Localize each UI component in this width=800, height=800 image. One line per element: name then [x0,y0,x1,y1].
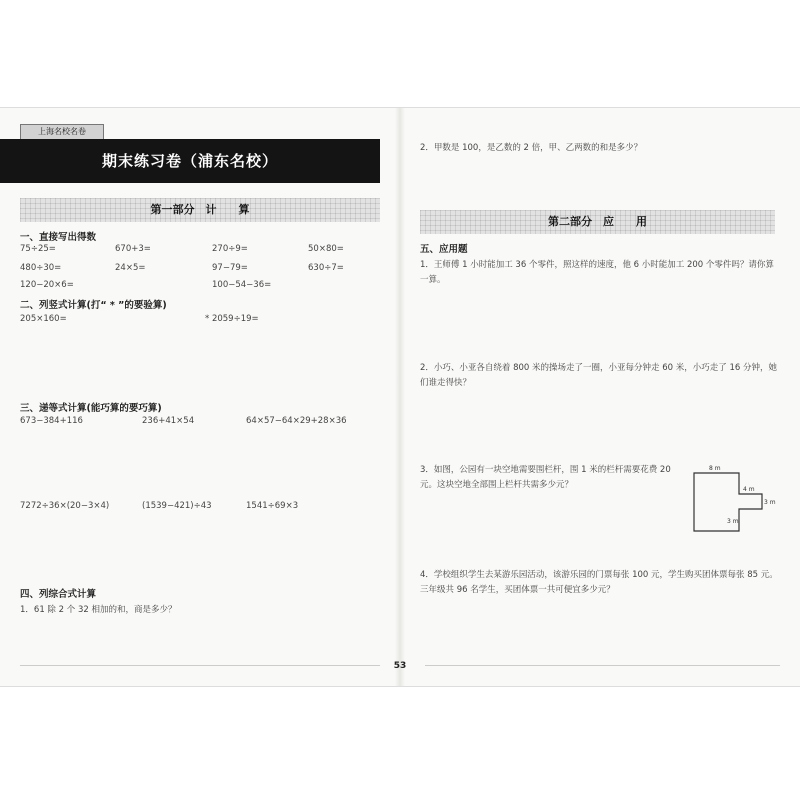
section2-heading: 二、列竖式计算(打“ * ”的要验算) [20,300,167,311]
calc-item: 630÷7= [308,263,344,273]
book-fold [395,108,405,686]
stepwise-item: (1539−421)÷43 [142,501,212,511]
calc-item: 97−79= [212,263,248,273]
calc-item: 50×80= [308,244,344,254]
question-text: 4．学校组织学生去某游乐园活动，该游乐园的门票每张 100 元，学生购买团体票每张 85 元。三年级共 96 名学生，买团体票一共可便宜多少元？ [420,570,778,595]
part2-title: 第二部分 应 用 [420,210,775,234]
section1-heading: 一、直接写出得数 [20,232,97,243]
question-text: 1．王师傅 1 小时能加工 36 个零件，照这样的速度，他 6 小时能加工 200 个零件吗？请你算一算。 [420,260,774,285]
page-number: 53 [393,661,407,671]
book-spread [0,107,800,687]
stepwise-item: 64×57−64×29+28×36 [246,416,347,426]
question-text: 2．甲数是 100，是乙数的 2 倍，甲、乙两数的和是多少？ [420,143,643,153]
question-text: 1．61 除 2 个 32 相加的和，商是多少？ [20,605,177,615]
exam-title: 期末练习卷（浦东名校） [0,139,380,183]
calc-item: 100−54−36= [212,280,272,290]
part1-title: 第一部分 计 算 [20,198,380,222]
label-8m: 8 m [709,465,721,472]
vertical-calc-item: * 2059÷19= [205,314,259,324]
stepwise-item: 673−384+116 [20,416,83,426]
vertical-calc-item: 205×160= [20,314,67,324]
label-4m: 4 m [743,486,755,493]
section3-heading: 三、递等式计算(能巧算的要巧算) [20,403,162,414]
label-3m-step: 3 m [727,518,739,525]
calc-item: 120−20×6= [20,280,74,290]
footer-rule [425,665,780,666]
stepwise-item: 236+41×54 [142,416,195,426]
question-text: 3．如图，公园有一块空地需要围栏杆，围 1 米的栏杆需要花费 20 元。这块空地全部围上栏杆共需多少元？ [420,465,671,490]
label-3m-right: 3 m [764,499,776,506]
section4-heading: 四、列综合式计算 [20,589,97,600]
park-plot-figure [685,461,780,541]
section5-heading: 五、应用题 [420,244,468,255]
stepwise-item: 7272÷36×(20−3×4) [20,501,110,511]
calc-item: 270÷9= [212,244,248,254]
question-text: 2．小巧、小亚各自绕着 800 米的操场走了一圈，小亚每分钟走 60 米，小巧走了 16 分钟，她们谁走得快？ [420,363,777,388]
footer-rule [20,665,380,666]
series-label: 上海名校名卷 [20,124,104,140]
calc-item: 670+3= [115,244,151,254]
calc-item: 75÷25= [20,244,56,254]
calc-item: 24×5= [115,263,146,273]
calc-item: 480÷30= [20,263,62,273]
stepwise-item: 1541÷69×3 [246,501,299,511]
